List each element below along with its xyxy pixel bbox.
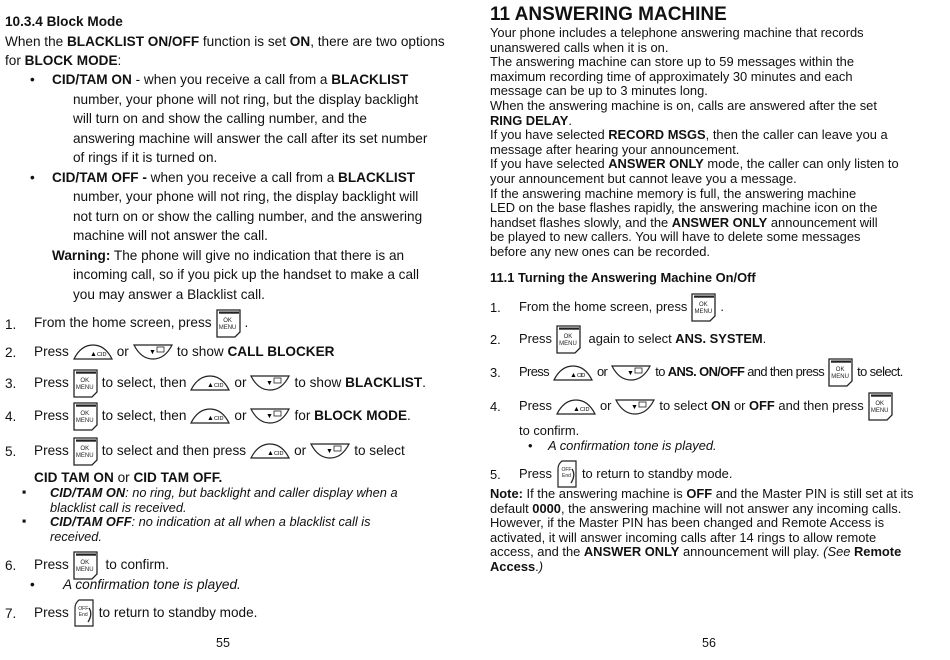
end-key-label: OFF End bbox=[78, 605, 89, 618]
step-number: 2. bbox=[490, 332, 501, 347]
intro-line: for BLOCK MODE: bbox=[5, 53, 122, 68]
ok-key-label: OK MENU bbox=[75, 445, 94, 459]
confirmation-note: A confirmation tone is played. bbox=[63, 577, 241, 592]
text-line: message can be up to 3 minutes long. bbox=[490, 83, 708, 99]
up-cid-key-icon bbox=[73, 343, 113, 361]
text-line: machine will not answer the call. bbox=[73, 228, 268, 243]
bullet-icon: • bbox=[30, 170, 35, 185]
bullet-icon: • bbox=[30, 72, 35, 87]
page-number: 55 bbox=[216, 636, 230, 650]
text-line: answering machine will answer the call after its set number bbox=[73, 131, 428, 146]
step-number: 1. bbox=[490, 300, 501, 315]
text-line: of rings if it is turned on. bbox=[73, 150, 218, 165]
step-1: From the home screen, press OK MENU . bbox=[34, 304, 248, 342]
up-cid-key-icon bbox=[190, 374, 230, 392]
ok-key-label: OK MENU bbox=[559, 334, 577, 348]
ok-key-label: OK MENU bbox=[870, 401, 889, 415]
page-56 bbox=[475, 0, 950, 660]
step-7: Press OFF End to return to standby mode. bbox=[34, 594, 257, 632]
step-3: Press or to ANS. ON/OFF and then press OK MENU to select. bbox=[519, 353, 903, 391]
down-phonebook-key-icon bbox=[250, 407, 290, 425]
text-line: Note: If the answering machine is OFF and the Master PIN is still set at its bbox=[490, 486, 914, 501]
text-line: before any new ones can be recorded. bbox=[490, 243, 711, 259]
text-line: default 0000, the answering machine will not answer any incoming calls. bbox=[490, 500, 902, 516]
ok-key-label: OK MENU bbox=[75, 559, 94, 573]
intro-line: When the BLACKLIST ON/OFF function is set ON, there are two options bbox=[5, 34, 445, 49]
chapter-heading: 11 ANSWERING MACHINE bbox=[490, 4, 727, 25]
confirmation-note: A confirmation tone is played. bbox=[548, 438, 717, 453]
text-line: RING DELAY. bbox=[490, 112, 572, 128]
intro-paragraph bbox=[490, 26, 899, 260]
step-number: 4. bbox=[5, 409, 17, 424]
step-5: Press OK MENU to select and then press or to select bbox=[34, 432, 405, 470]
section-heading: 10.3.4 Block Mode bbox=[5, 14, 123, 29]
step-number: 7. bbox=[5, 606, 17, 621]
text-line: LED on the base flashes rapidly, the answering machine icon on the bbox=[490, 200, 878, 216]
text-line: handset flashes slowly, and the ANSWER ONLY announcement will bbox=[490, 214, 878, 230]
text-line: activated, it will answer incoming calls after 14 rings to allow remote bbox=[490, 529, 877, 545]
subsection-heading: 11.1 Turning the Answering Machine On/Off bbox=[490, 270, 756, 285]
down-phonebook-key-icon bbox=[611, 364, 651, 382]
bullet-icon: ▪ bbox=[22, 485, 27, 499]
up-cid-key-icon bbox=[190, 407, 230, 425]
ok-menu-key-icon bbox=[72, 401, 99, 432]
step-2: Press or to show CALL BLOCKER bbox=[34, 336, 334, 368]
ok-key-label: OK MENU bbox=[218, 317, 237, 331]
text-line: maximum recording time of approximately 30 minutes and each bbox=[490, 68, 853, 84]
ok-menu-key-icon bbox=[72, 368, 99, 399]
text-line: not turn on or show the calling number, and the answering bbox=[73, 209, 423, 224]
ok-menu-key-icon bbox=[72, 436, 99, 467]
page-number: 56 bbox=[702, 636, 716, 650]
ok-menu-key-icon bbox=[690, 292, 717, 323]
down-phonebook-key-icon bbox=[615, 398, 655, 416]
bullet-cid-tam-on: CID/TAM ON - when you receive a call from a BLACKLIST bbox=[52, 72, 409, 87]
text-line: incoming call, so if you pick up the handset to make a call bbox=[73, 267, 420, 282]
text-line: you may answer a Blacklist call. bbox=[73, 287, 265, 302]
text-line: Your phone includes a telephone answering machine that records bbox=[490, 25, 864, 40]
text-line: your announcement but cannot leave you a message. bbox=[490, 170, 797, 186]
step-5: Press OFF End to return to standby mode. bbox=[519, 455, 732, 493]
step-6: Press OK MENU to confirm. bbox=[34, 546, 169, 584]
step-number: 3. bbox=[5, 376, 17, 391]
bullet-icon: • bbox=[528, 438, 533, 453]
text-line: message after hearing your announcement. bbox=[490, 141, 740, 157]
text-line: When the answering machine is on, calls are answered after the set bbox=[490, 97, 877, 113]
bullet-cid-tam-off: CID/TAM OFF - when you receive a call from a BLACKLIST bbox=[52, 170, 416, 185]
ok-key-label: OK MENU bbox=[694, 302, 713, 316]
sub-note-cid-tam-on: CID/TAM ON: no ring, but backlight and caller display when a blacklist call is received. bbox=[50, 485, 398, 515]
warning: Warning: The phone will give no indication that there is an bbox=[52, 248, 405, 263]
note-paragraph bbox=[490, 487, 913, 575]
text-line: access, and the ANSWER ONLY announcement will play. (See Remote bbox=[490, 544, 902, 560]
ok-key-label: OK MENU bbox=[75, 410, 94, 424]
text-line: If the answering machine memory is full, the answering machine bbox=[490, 185, 857, 201]
step-4-continued: to confirm. bbox=[519, 423, 580, 438]
bullet-icon: ▪ bbox=[22, 514, 27, 528]
end-key-label: OFF End bbox=[561, 467, 572, 480]
step-number: 4. bbox=[490, 399, 501, 414]
ok-menu-key-icon bbox=[555, 324, 582, 355]
down-phonebook-key-icon bbox=[250, 374, 290, 392]
up-cid-key-icon bbox=[556, 398, 596, 416]
text-line: However, if the Master PIN has been changed and Remote Access is bbox=[490, 515, 885, 531]
text-line: unanswered calls when it is on. bbox=[490, 39, 669, 55]
step-number: 5. bbox=[5, 444, 17, 459]
ok-key-label: OK MENU bbox=[75, 377, 94, 391]
up-cid-key-icon bbox=[250, 442, 290, 460]
step-4: Press OK MENU to select, then or for BLOCK MODE. bbox=[34, 397, 411, 435]
step-number: 3. bbox=[490, 365, 501, 380]
step-number: 6. bbox=[5, 558, 17, 573]
ok-key-label: OK MENU bbox=[831, 367, 849, 381]
text-line: Access.) bbox=[490, 558, 544, 574]
bullet-icon: • bbox=[30, 577, 35, 592]
step-1: From the home screen, press OK MENU . bbox=[519, 288, 724, 326]
step-number: 5. bbox=[490, 467, 501, 482]
step-3: Press OK MENU to select, then or to show BLACKLIST. bbox=[34, 364, 426, 402]
up-cid-key-icon bbox=[553, 364, 593, 382]
text-line: number, your phone will not ring, but the display backlight bbox=[73, 92, 419, 107]
ok-menu-key-icon bbox=[827, 357, 854, 388]
step-4: Press or to select ON or OFF and then press OK MENU bbox=[519, 387, 897, 425]
step-number: 1. bbox=[5, 317, 17, 332]
step-2: Press OK MENU again to select ANS. SYSTEM. bbox=[519, 320, 766, 358]
down-phonebook-key-icon bbox=[133, 343, 173, 361]
text-line: If you have selected RECORD MSGS, then the caller can leave you a bbox=[490, 127, 888, 143]
down-phonebook-key-icon bbox=[310, 442, 350, 460]
sub-note-cid-tam-off: CID/TAM OFF: no indication at all when a blacklist call is received. bbox=[50, 514, 371, 544]
ok-menu-key-icon bbox=[215, 308, 242, 339]
text-line: be played to new callers. You will have to delete some messages bbox=[490, 229, 861, 245]
page-55 bbox=[0, 0, 470, 660]
step-number: 2. bbox=[5, 345, 17, 360]
text-line: will turn on and show the calling number, and the bbox=[73, 111, 367, 126]
text-line: If you have selected ANSWER ONLY mode, the caller can only listen to bbox=[490, 156, 899, 172]
ok-menu-key-icon bbox=[867, 391, 894, 422]
text-line: number, your phone will not ring, the display backlight will bbox=[73, 189, 419, 204]
step-5-options: CID TAM ON or CID TAM OFF. bbox=[34, 470, 223, 485]
off-end-key-icon bbox=[72, 598, 96, 629]
text-line: The answering machine can store up to 59 messages within the bbox=[490, 54, 855, 70]
